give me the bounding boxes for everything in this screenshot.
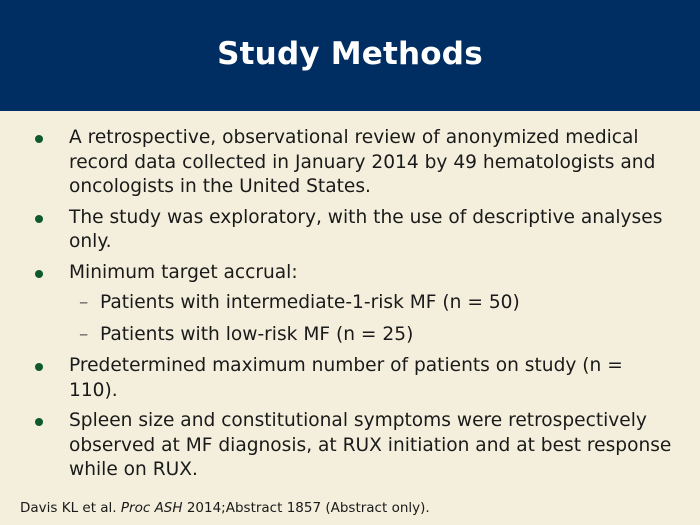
reference-authors: Davis KL et al. (20, 500, 121, 516)
list-item (0, 354, 700, 403)
bullet-text: Spleen size and constitutional symptoms were retrospectively observed at MF diagnosis, at RUX initiation and at best response while on RUX. (69, 410, 672, 480)
list-item (0, 409, 700, 483)
bullet-text: A retrospective, observational review of anonymized medical record data collected in January 2014 by 49 hematologists and oncologists in the United States. (69, 127, 656, 197)
bullet-text: Minimum target accrual: (69, 261, 298, 283)
sub-bullet-text: Patients with low-risk MF (n = 25) (100, 323, 414, 345)
dash-icon: – (79, 292, 89, 313)
bullet-dot-icon (35, 135, 43, 143)
title-bar (0, 0, 700, 111)
sub-bullet-text: Patients with intermediate-1-risk MF (n = 50) (100, 292, 520, 313)
reference-journal: Proc ASH (120, 500, 183, 516)
list-item (0, 126, 700, 200)
sub-list-item (0, 323, 700, 348)
list-item (0, 206, 700, 255)
slide-content (0, 126, 700, 489)
bullet-dot-icon (35, 418, 43, 426)
sub-list-item (0, 291, 700, 316)
bullet-dot-icon (35, 270, 43, 278)
bullet-dot-icon (35, 215, 43, 223)
reference-details: 2014;Abstract 1857 (Abstract only). (182, 500, 430, 516)
bullet-text: Predetermined maximum number of patients on study (n = 110). (69, 355, 623, 401)
dash-icon: – (79, 323, 89, 345)
reference-footnote (20, 500, 430, 516)
bullet-dot-icon (35, 363, 43, 371)
page-title: Study Methods (217, 35, 483, 72)
list-item (0, 261, 700, 286)
bullet-text: The study was exploratory, with the use of descriptive analyses only. (69, 206, 663, 252)
